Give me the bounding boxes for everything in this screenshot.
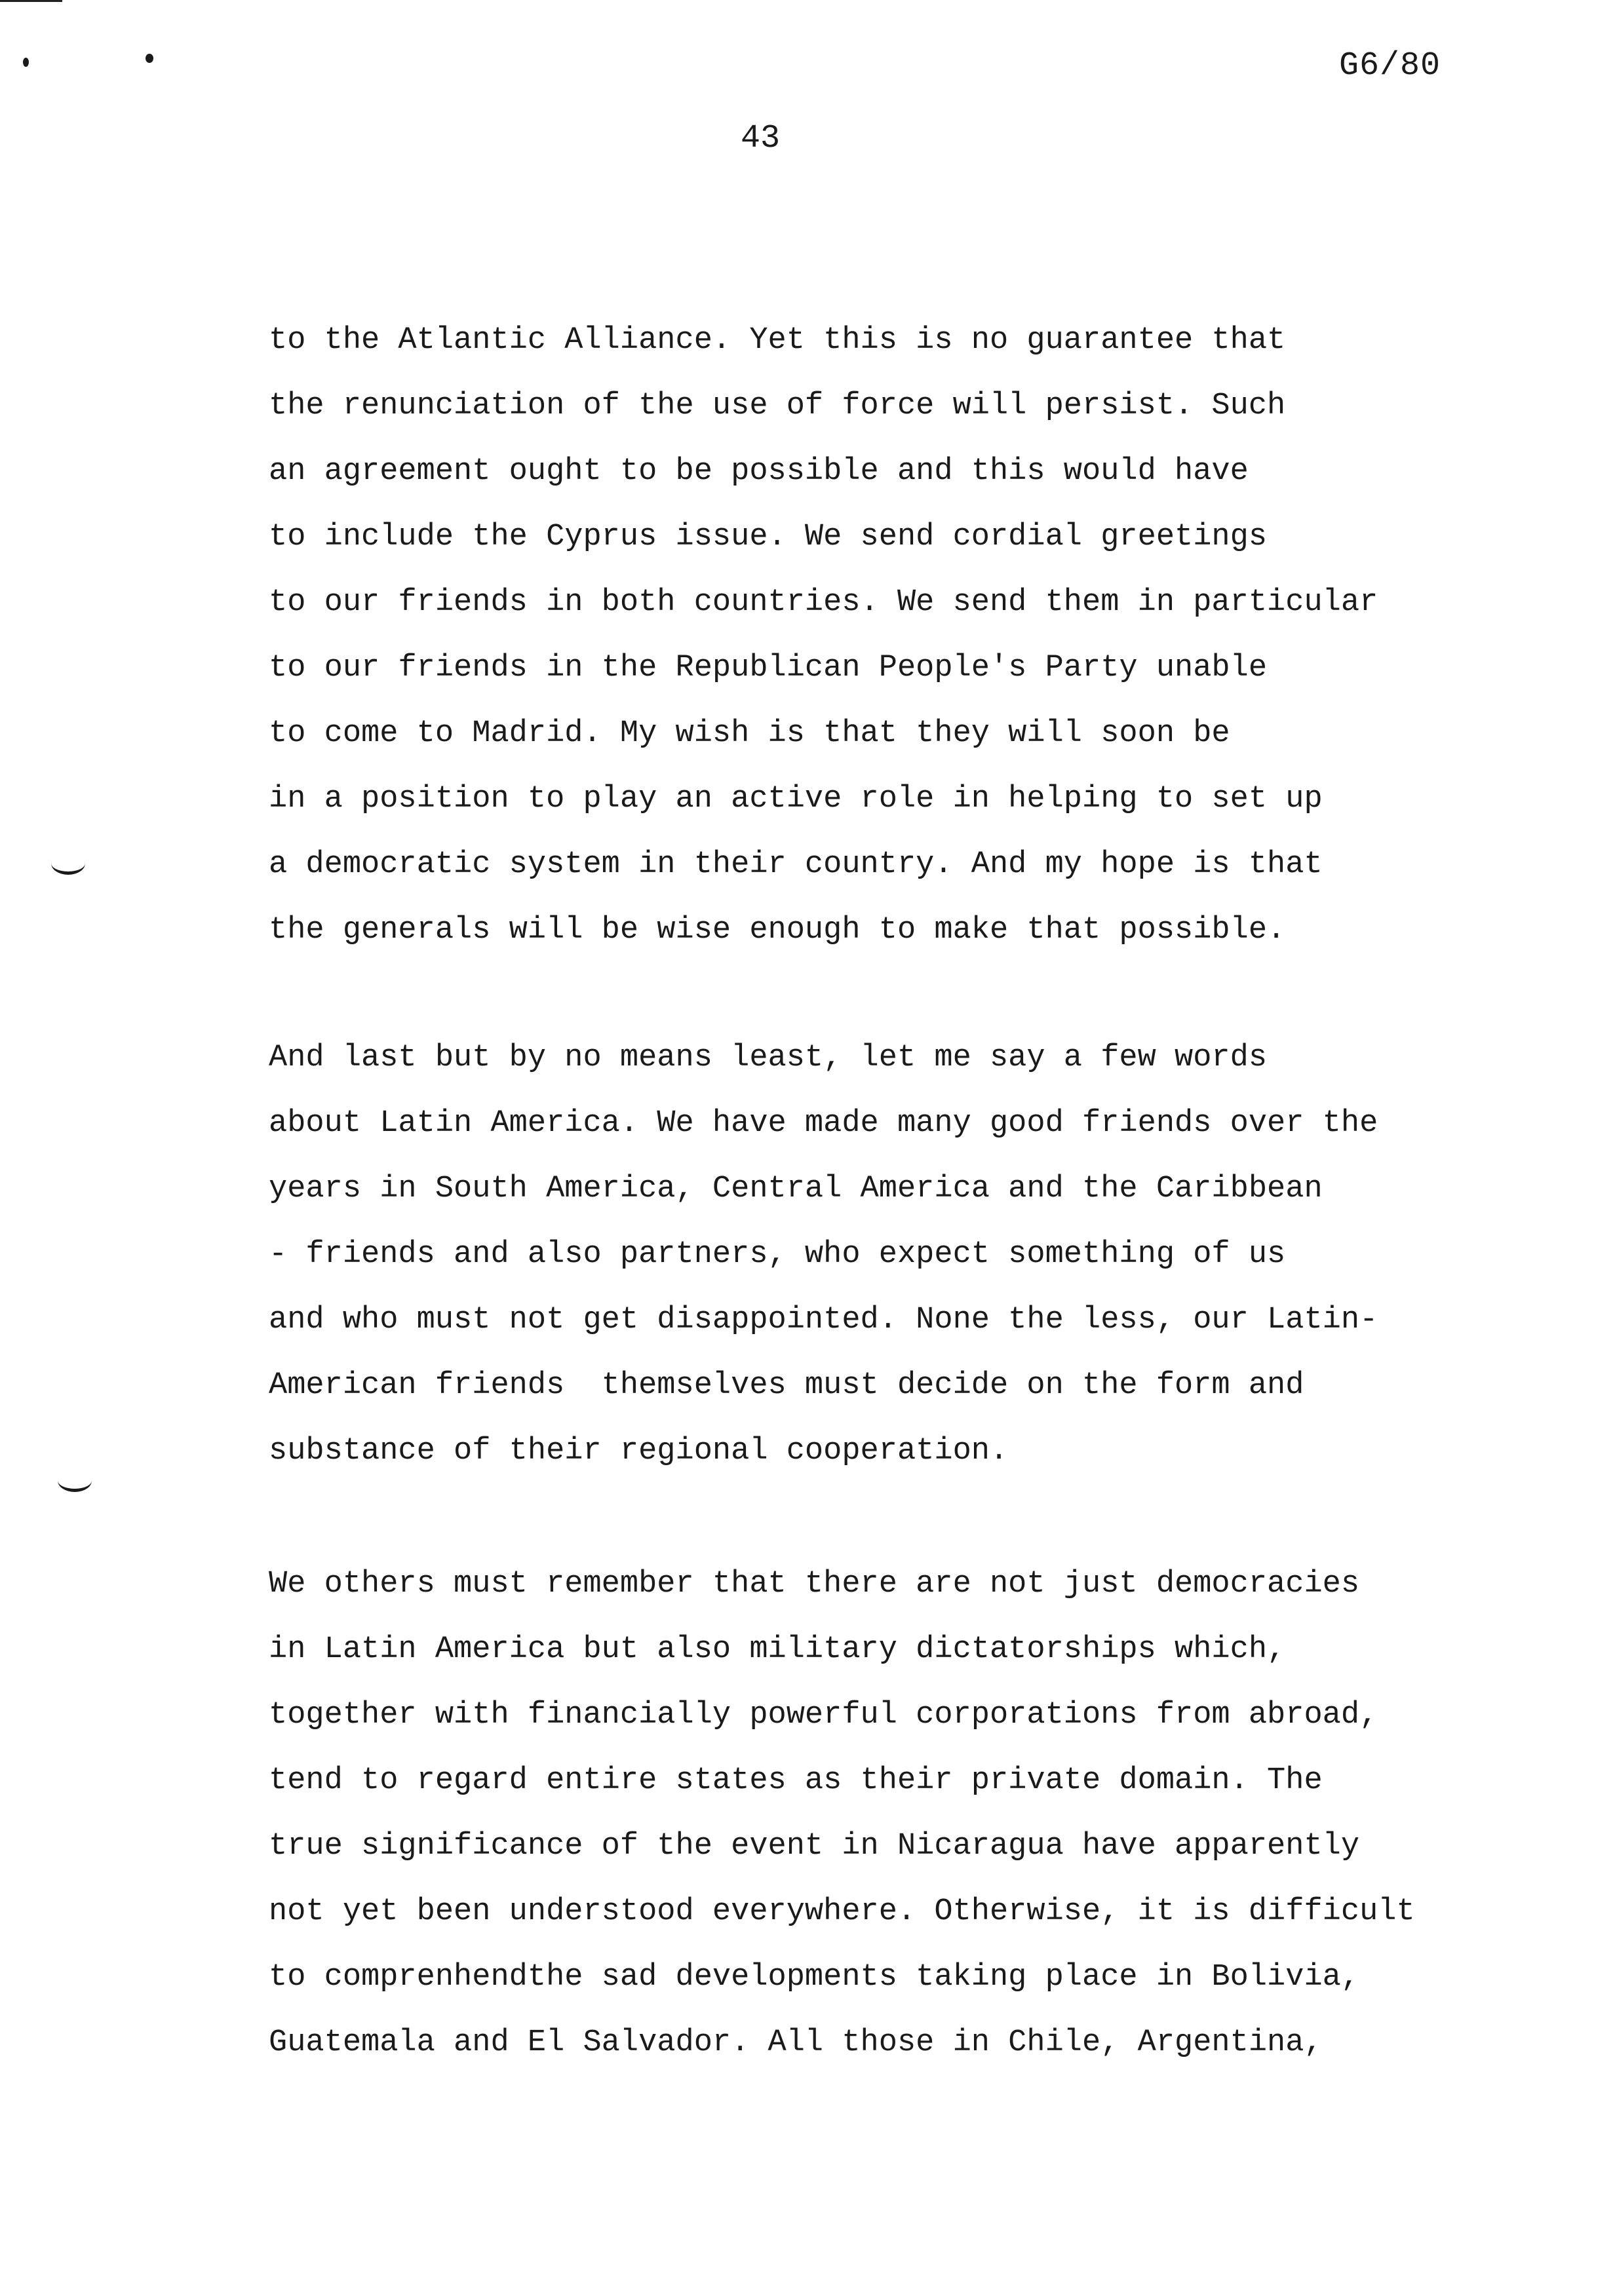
text-line: years in South America, Central America and the Caribbean [269,1172,1323,1206]
text-line: and who must not get disappointed. None the less, our Latin- [269,1303,1378,1337]
margin-dot-mark [23,58,29,67]
text-line: the generals will be wise enough to make that possible. [269,913,1286,947]
text-line: in Latin America but also military dictatorships which, [269,1632,1286,1667]
text-line: to the Atlantic Alliance. Yet this is no guarantee that [269,323,1286,358]
margin-tick-mark [51,852,85,875]
paragraph [269,308,1566,963]
text-line: Guatemala and El Salvador. All those in Chile, Argentina, [269,2025,1323,2060]
margin-tick-mark [58,1469,92,1492]
text-line: the renunciation of the use of force will persist. Such [269,389,1286,423]
document-reference-code: G6/80 [1339,47,1441,85]
text-line: - friends and also partners, who expect something of us [269,1237,1286,1272]
text-line: together with financially powerful corporations from abroad, [269,1698,1378,1732]
text-line: a democratic system in their country. And my hope is that [269,847,1323,882]
paragraph [269,1025,1566,1484]
margin-dot-mark [146,54,153,63]
top-edge-rule [0,0,62,2]
text-line: to our friends in the Republican People's Party unable [269,651,1268,685]
text-line: And last but by no means least, let me say a few words [269,1041,1268,1075]
text-line: tend to regard entire states as their private domain. The [269,1763,1323,1798]
text-line: not yet been understood everywhere. Otherwise, it is difficult [269,1894,1415,1929]
text-line: in a position to play an active role in helping to set up [269,782,1323,816]
text-line: American friends themselves must decide on the form and [269,1368,1304,1403]
text-line: to come to Madrid. My wish is that they will soon be [269,716,1230,751]
paragraph [269,1552,1566,2076]
page-number: 43 [741,120,781,157]
text-line: an agreement ought to be possible and this would have [269,454,1249,489]
text-line: We others must remember that there are not just democracies [269,1567,1360,1601]
text-line: true significance of the event in Nicaragua have apparently [269,1829,1360,1864]
text-line: substance of their regional cooperation. [269,1434,1009,1468]
text-line: to comprenhendthe sad developments taking place in Bolivia, [269,1960,1360,1995]
text-line: to our friends in both countries. We send them in particular [269,585,1378,620]
text-line: to include the Cyprus issue. We send cordial greetings [269,520,1268,554]
text-line: about Latin America. We have made many good friends over the [269,1106,1378,1141]
